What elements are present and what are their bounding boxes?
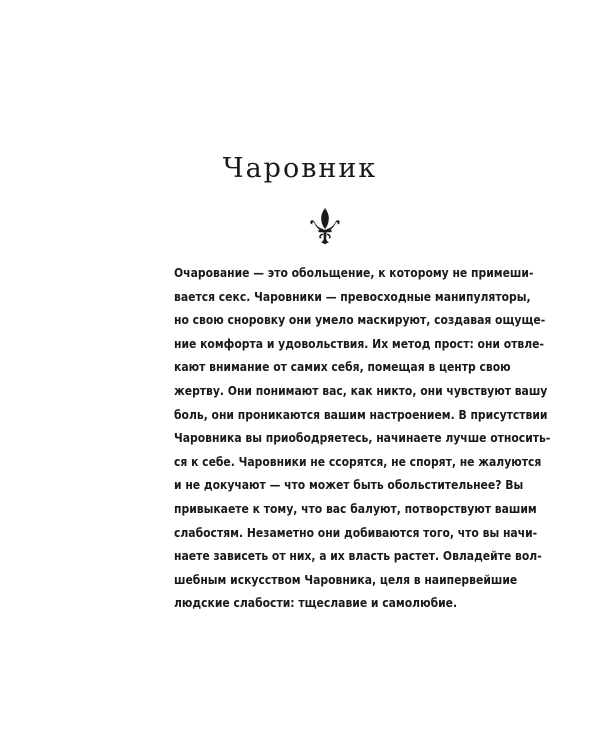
chapter-title: Чаровник [222,153,378,184]
text-line: ние комфорта и удовольствия. Их метод прост: они отвле- [174,336,544,351]
text-line: Чаровника вы приободряетесь, начинаете лучше относить- [174,431,551,446]
text-line: кают внимание от самих себя, помещая в центр свою [174,360,511,375]
text-line: Очарование — это обольщение, к которому не примеши- [174,266,534,280]
text-line: людские слабости: тщеславие и самолюбие. [174,596,458,611]
text-line: слабостям. Незаметно они добиваются того, что вы начи- [174,525,538,540]
body-paragraph [174,262,551,616]
text-line: наете зависеть от них, а их власть растет. Овладейте вол- [174,549,542,564]
text-line: но свою сноровку они умело маскируют, создавая ощуще- [174,313,546,328]
text-line: вается секс. Чаровники — превосходные манипуляторы, [174,289,531,304]
text-line: привыкаете к тому, что вас балуют, потворствуют вашим [174,501,537,516]
text-line: шебным искусством Чаровника, целя в наипервейшие [174,572,518,587]
fleur-de-lis-icon [308,207,342,245]
text-line: жертву. Они понимают вас, как никто, они чувствуют вашу [174,383,548,398]
text-line: ся к себе. Чаровники не ссорятся, не спорят, не жалуются [174,454,542,469]
text-line: боль, они проникаются вашим настроением. В присутствии [174,407,548,422]
text-line: и не докучают — что может быть обольстительнее? Вы [174,478,524,493]
